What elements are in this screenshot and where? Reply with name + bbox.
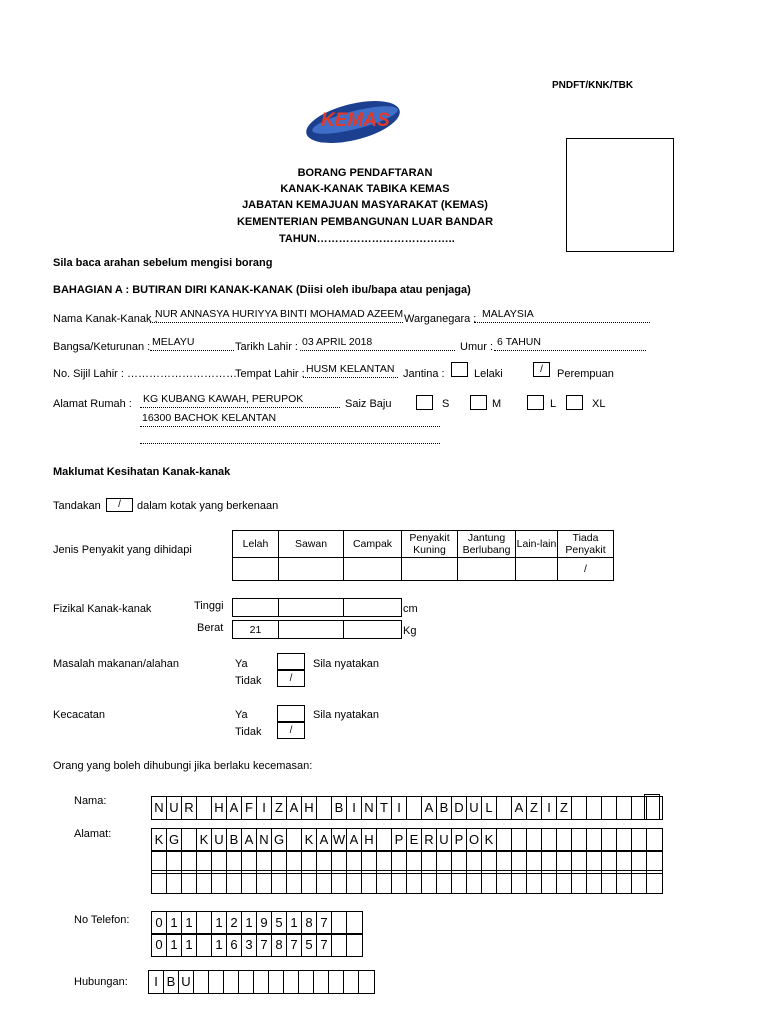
size-m-label: M (492, 398, 502, 410)
disease-header: Lain-lain (516, 531, 558, 558)
emergency-alamat-grid-1[interactable] (151, 828, 663, 852)
char-cell[interactable] (377, 829, 392, 851)
char-cell[interactable]: 5 (302, 934, 317, 956)
char-cell[interactable] (617, 871, 632, 893)
char-cell[interactable] (152, 871, 167, 893)
makanan-tidak-label: Tidak (235, 675, 262, 687)
fizikal-label: Fizikal Kanak-kanak (53, 603, 152, 615)
char-cell[interactable] (632, 871, 647, 893)
char-cell[interactable] (497, 871, 512, 893)
char-cell[interactable] (272, 871, 287, 893)
char-cell[interactable]: 2 (227, 912, 242, 934)
char-cell[interactable] (287, 829, 302, 851)
char-cell[interactable]: 1 (212, 934, 227, 956)
char-cell[interactable] (224, 971, 239, 993)
disease-header: Sawan (279, 531, 344, 558)
jantina-label: Jantina : (403, 368, 445, 380)
berat-boxes (232, 620, 402, 639)
char-cell[interactable] (587, 871, 602, 893)
char-cell[interactable] (182, 829, 197, 851)
char-cell[interactable] (557, 829, 572, 851)
bangsa-value[interactable]: MELAYU (152, 336, 195, 348)
disease-table (232, 530, 614, 581)
disease-header: Penyakit Kuning (402, 531, 458, 558)
char-cell[interactable] (572, 829, 587, 851)
emergency-alamat-grid-3[interactable] (151, 870, 663, 894)
char-cell[interactable] (197, 871, 212, 893)
char-cell[interactable] (347, 871, 362, 893)
makanan-sila-label: Sila nyatakan (313, 658, 380, 670)
health-title: Maklumat Kesihatan Kanak-kanak (53, 466, 231, 478)
emergency-intro: Orang yang boleh dihubungi jika berlaku kecemasan: (53, 760, 313, 772)
char-cell[interactable]: G (272, 829, 287, 851)
tinggi-cell[interactable] (344, 599, 402, 617)
char-cell[interactable] (437, 871, 452, 893)
char-cell[interactable] (299, 971, 314, 993)
char-cell[interactable]: W (332, 829, 347, 851)
char-cell[interactable] (377, 871, 392, 893)
nama-value[interactable]: NUR ANNASYA HURIYYA BINTI MOHAMAD AZEEM (155, 308, 404, 320)
char-cell[interactable]: 7 (317, 934, 332, 956)
char-cell[interactable]: 7 (287, 934, 302, 956)
char-cell[interactable]: U (167, 797, 182, 819)
char-cell[interactable] (407, 797, 422, 819)
char-cell[interactable] (359, 971, 374, 993)
header-line: BORANG PENDAFTARAN (297, 167, 433, 179)
char-cell[interactable] (527, 871, 542, 893)
perempuan-label: Perempuan (557, 368, 614, 380)
jenis-penyakit-label: Jenis Penyakit yang dihidapi (53, 544, 192, 556)
berat-cell[interactable]: 21 (233, 621, 279, 639)
umur-label: Umur : (460, 341, 493, 353)
char-cell[interactable]: H (302, 797, 317, 819)
char-cell[interactable]: N (362, 797, 377, 819)
kemas-logo (303, 98, 403, 146)
header-line: KANAK-KANAK TABIKA KEMAS (280, 183, 450, 195)
berat-cell[interactable] (344, 621, 402, 639)
size-m-checkbox[interactable] (470, 395, 487, 410)
size-s-checkbox[interactable] (416, 395, 433, 410)
char-cell[interactable]: B (227, 829, 242, 851)
char-cell[interactable]: A (512, 797, 527, 819)
char-cell[interactable]: P (392, 829, 407, 851)
char-cell[interactable]: R (182, 797, 197, 819)
size-s-label: S (442, 398, 450, 410)
emergency-telefon-label: No Telefon: (74, 914, 130, 926)
char-cell[interactable]: 1 (182, 934, 197, 956)
kecacatan-ya-checkbox[interactable] (277, 705, 305, 722)
char-cell[interactable] (197, 934, 212, 956)
char-cell[interactable] (602, 797, 617, 819)
emergency-hubungan-label: Hubungan: (74, 976, 128, 988)
char-cell[interactable]: N (257, 829, 272, 851)
char-cell[interactable]: 9 (257, 912, 272, 934)
char-cell[interactable] (632, 829, 647, 851)
char-cell[interactable] (332, 934, 347, 956)
char-cell[interactable]: A (227, 797, 242, 819)
size-l-checkbox[interactable] (527, 395, 544, 410)
char-cell[interactable]: D (452, 797, 467, 819)
char-cell[interactable] (497, 829, 512, 851)
char-cell[interactable]: A (317, 829, 332, 851)
char-cell[interactable]: I (257, 797, 272, 819)
tandakan-sample-box: / (106, 498, 133, 512)
char-cell[interactable]: O (467, 829, 482, 851)
char-cell[interactable] (542, 871, 557, 893)
saiz-label: Saiz Baju (345, 398, 392, 410)
char-cell[interactable] (602, 871, 617, 893)
char-cell[interactable] (347, 934, 362, 956)
makanan-ya-label: Ya (235, 658, 248, 670)
emergency-nama-grid-end (644, 794, 660, 820)
char-cell[interactable] (467, 871, 482, 893)
char-cell[interactable] (527, 829, 542, 851)
makanan-tidak-checkbox[interactable]: / (277, 670, 305, 687)
alamat-value-1[interactable]: KG KUBANG KAWAH, PERUPOK (143, 393, 304, 405)
char-cell[interactable]: 7 (257, 934, 272, 956)
char-cell[interactable]: 5 (272, 912, 287, 934)
disease-checkbox[interactable] (279, 558, 344, 581)
char-cell[interactable]: A (347, 829, 362, 851)
char-cell[interactable]: Z (557, 797, 572, 819)
char-cell[interactable]: Z (272, 797, 287, 819)
size-xl-checkbox[interactable] (566, 395, 583, 410)
tinggi-cell[interactable] (233, 599, 279, 617)
char-cell[interactable]: 6 (227, 934, 242, 956)
char-cell[interactable] (314, 971, 329, 993)
emergency-telefon-grid-2[interactable] (151, 933, 363, 957)
disease-checkbox[interactable] (516, 558, 558, 581)
tarikh-label: Tarikh Lahir : (235, 341, 298, 353)
char-cell[interactable]: A (287, 797, 302, 819)
warganegara-label: Warganegara : (404, 313, 477, 325)
size-l-label: L (550, 398, 557, 410)
char-cell[interactable]: U (179, 971, 194, 993)
char-cell[interactable] (347, 912, 362, 934)
disease-checkbox[interactable] (233, 558, 279, 581)
alamat-value-2[interactable]: 16300 BACHOK KELANTAN (142, 412, 277, 424)
char-cell[interactable]: 7 (317, 912, 332, 934)
tandakan-suffix: dalam kotak yang berkenaan (137, 500, 279, 512)
char-cell[interactable]: K (302, 829, 317, 851)
char-cell[interactable] (254, 971, 269, 993)
disease-checkbox[interactable] (344, 558, 402, 581)
char-cell[interactable] (317, 871, 332, 893)
char-cell[interactable]: U (467, 797, 482, 819)
char-cell[interactable]: A (422, 797, 437, 819)
char-cell[interactable] (197, 912, 212, 934)
char-cell[interactable] (317, 797, 332, 819)
emergency-alamat-label: Alamat: (74, 828, 112, 840)
char-cell[interactable]: T (377, 797, 392, 819)
bangsa-label: Bangsa/Keturunan : (53, 341, 151, 353)
header-line: JABATAN KEMAJUAN MASYARAKAT (KEMAS) (242, 199, 488, 211)
tempat-label: Tempat Lahir : (235, 368, 305, 380)
char-cell[interactable] (227, 871, 242, 893)
char-cell[interactable]: U (212, 829, 227, 851)
emergency-hubungan-grid[interactable] (148, 970, 375, 994)
char-cell[interactable]: I (149, 971, 164, 993)
perempuan-checkbox[interactable]: / (533, 362, 550, 377)
kecacatan-tidak-checkbox[interactable]: / (277, 722, 305, 739)
char-cell[interactable] (542, 829, 557, 851)
char-cell[interactable]: H (212, 797, 227, 819)
char-cell[interactable]: 0 (152, 934, 167, 956)
char-cell[interactable] (452, 871, 467, 893)
char-cell[interactable]: B (164, 971, 179, 993)
char-cell[interactable]: F (242, 797, 257, 819)
char-cell[interactable]: K (482, 829, 497, 851)
makanan-label: Masalah makanan/alahan (53, 658, 179, 670)
photo-box (566, 138, 674, 252)
char-cell[interactable]: 1 (212, 912, 227, 934)
disease-checkbox[interactable] (402, 558, 458, 581)
section-a-title: BAHAGIAN A : BUTIRAN DIRI KANAK-KANAK (Diisi oleh ibu/bapa atau penjaga) (53, 284, 471, 296)
char-cell[interactable] (344, 971, 359, 993)
char-cell[interactable] (587, 829, 602, 851)
char-cell[interactable] (167, 871, 182, 893)
char-cell[interactable] (287, 871, 302, 893)
char-cell[interactable]: 3 (242, 934, 257, 956)
disease-header: Campak (344, 531, 402, 558)
umur-value[interactable]: 6 TAHUN (497, 336, 541, 348)
char-cell[interactable]: I (392, 797, 407, 819)
alamat-label: Alamat Rumah : (53, 398, 132, 410)
header-line: KEMENTERIAN PEMBANGUNAN LUAR BANDAR (236, 216, 494, 228)
char-cell[interactable] (212, 871, 227, 893)
char-cell[interactable]: 1 (242, 912, 257, 934)
emergency-nama-label: Nama: (74, 795, 107, 807)
char-cell[interactable]: 1 (182, 912, 197, 934)
emergency-telefon-grid-1[interactable] (151, 911, 363, 935)
makanan-ya-checkbox[interactable] (277, 653, 305, 670)
char-cell[interactable]: G (167, 829, 182, 851)
tinggi-boxes (232, 598, 402, 617)
char-cell[interactable] (242, 871, 257, 893)
kecacatan-sila-label: Sila nyatakan (313, 709, 380, 721)
kecacatan-label: Kecacatan (53, 709, 105, 721)
char-cell[interactable]: K (152, 829, 167, 851)
char-cell[interactable] (512, 871, 527, 893)
char-cell[interactable]: N (152, 797, 167, 819)
char-cell[interactable]: U (437, 829, 452, 851)
char-cell[interactable] (392, 871, 407, 893)
char-cell[interactable]: I (542, 797, 557, 819)
char-cell[interactable] (422, 871, 437, 893)
char-cell[interactable] (407, 871, 422, 893)
char-cell[interactable]: A (242, 829, 257, 851)
char-cell[interactable]: H (362, 829, 377, 851)
char-cell[interactable] (602, 829, 617, 851)
kecacatan-ya-label: Ya (235, 709, 248, 721)
warganegara-value[interactable]: MALAYSIA (482, 308, 534, 320)
tinggi-label: Tinggi (194, 600, 224, 612)
form-code: PNDFT/KNK/TBK (552, 80, 634, 91)
logo-text: KEMAS (321, 110, 390, 131)
char-cell[interactable]: I (347, 797, 362, 819)
berat-cell[interactable] (279, 621, 344, 639)
char-cell[interactable]: 1 (287, 912, 302, 934)
char-cell[interactable] (512, 829, 527, 851)
char-cell[interactable]: L (482, 797, 497, 819)
berat-label: Berat (197, 622, 224, 634)
char-cell[interactable]: B (437, 797, 452, 819)
char-cell[interactable]: K (197, 829, 212, 851)
header-line: TAHUN……………………………….. (279, 233, 455, 245)
kecacatan-tidak-label: Tidak (235, 726, 262, 738)
disease-checkbox[interactable]: / (558, 558, 614, 581)
char-cell[interactable] (497, 797, 512, 819)
char-cell[interactable]: 1 (167, 934, 182, 956)
tinggi-cell[interactable] (279, 599, 344, 617)
char-cell[interactable] (572, 871, 587, 893)
lelaki-checkbox[interactable] (451, 362, 468, 377)
emergency-nama-grid[interactable] (151, 796, 663, 820)
char-cell[interactable] (482, 871, 497, 893)
char-cell[interactable]: 0 (152, 912, 167, 934)
char-cell[interactable] (239, 971, 254, 993)
char-cell[interactable] (557, 871, 572, 893)
char-cell[interactable] (332, 912, 347, 934)
char-cell[interactable] (329, 971, 344, 993)
size-xl-label: XL (592, 398, 606, 410)
char-cell[interactable] (209, 971, 224, 993)
char-cell[interactable] (197, 797, 212, 819)
char-cell[interactable]: Z (527, 797, 542, 819)
char-cell[interactable] (647, 871, 662, 893)
char-cell[interactable]: P (452, 829, 467, 851)
lelaki-label: Lelaki (474, 368, 503, 380)
char-cell[interactable]: 8 (272, 934, 287, 956)
char-cell[interactable] (572, 797, 587, 819)
tandakan-label: Tandakan (53, 500, 101, 512)
disease-checkbox[interactable] (458, 558, 516, 581)
tinggi-unit: cm (403, 603, 418, 615)
nama-label: Nama Kanak-Kanak : (53, 313, 158, 325)
tarikh-value[interactable]: 03 APRIL 2018 (302, 336, 373, 348)
char-cell[interactable]: 1 (167, 912, 182, 934)
char-cell[interactable] (257, 871, 272, 893)
instruction: Sila baca arahan sebelum mengisi borang (53, 257, 273, 269)
char-cell[interactable] (647, 829, 662, 851)
berat-unit: Kg (403, 625, 417, 637)
char-cell[interactable] (587, 797, 602, 819)
char-cell[interactable] (182, 871, 197, 893)
char-cell[interactable] (332, 871, 347, 893)
char-cell[interactable] (194, 971, 209, 993)
char-cell[interactable] (284, 971, 299, 993)
disease-header: Tiada Penyakit (558, 531, 614, 558)
char-cell[interactable] (617, 829, 632, 851)
char-cell[interactable] (362, 871, 377, 893)
char-cell[interactable] (302, 871, 317, 893)
char-cell[interactable] (617, 797, 632, 819)
sijil-label: No. Sijil Lahir : ………………………… (53, 368, 237, 380)
char-cell[interactable]: 8 (302, 912, 317, 934)
disease-header: Lelah (233, 531, 279, 558)
char-cell[interactable]: E (407, 829, 422, 851)
disease-header: Jantung Berlubang (458, 531, 516, 558)
char-cell[interactable] (269, 971, 284, 993)
char-cell[interactable]: R (422, 829, 437, 851)
tempat-value[interactable]: HUSM KELANTAN (306, 363, 395, 375)
alamat-line-3 (140, 433, 440, 444)
char-cell[interactable]: B (332, 797, 347, 819)
